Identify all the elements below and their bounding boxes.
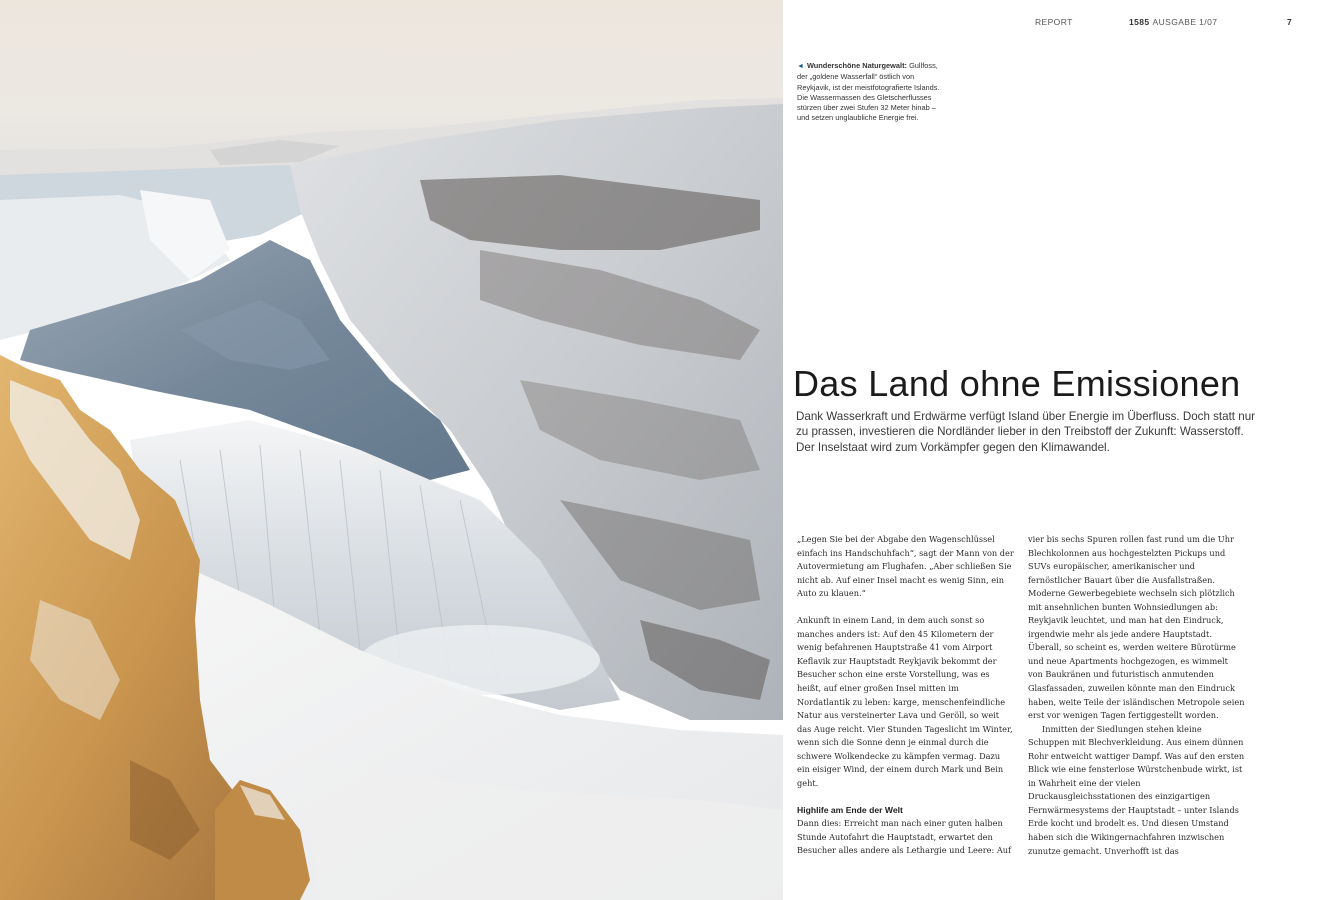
issue-text: AUSGABE 1/07 xyxy=(1152,17,1218,27)
text-column-1 xyxy=(797,533,1014,858)
caption-text: Gullfoss, der „goldene Wasserfall“ östlich von Reykjavik, ist der meistfotografierte Islands. Die Wassermassen des Gletscherflusses stürzen über zwei Stufen 32 Meter hinab – und setzen unglaubliche Energie frei. xyxy=(797,61,940,123)
paragraph: vier bis sechs Spuren rollen fast rund um die Uhr Blechkolonnen aus hochgestelzten Pickups und SUVs europäischer, amerikanischer und fernöstlicher Bauart über die Ausfallstraßen. Moderne Gewerbegebiete wechseln sich plötzlich mit ansehnlichen bunten Wohnsiedlungen ab: Reykjavik leuchtet, und man hat den Eindruck, irgendwie mehr als jede andere Hauptstadt. Überall, so scheint es, werden weitere Bürotürme und neue Apartments hochgezogen, es wimmelt von Baukränen und futuristisch anmutenden Glasfassaden, zuweilen könnte man den Eindruck haben, weite Teile der isländischen Metropole seien erst vor wenigen Tagen fertiggestellt worden. xyxy=(1028,534,1245,721)
paragraph: Inmitten der Siedlungen stehen kleine Schuppen mit Blechverkleidung. Aus einem dünnen Rohr entweicht wattiger Dampf. Was auf den ersten Blick wie eine fensterlose Würstchenbude wirkt, ist in Wahrheit eine der vielen Druckausgleichsstationen des einzigartigen Fernwärmesystems der Hauptstadt – unter Islands Erde kocht und brodelt es. Und diesen Umstand haben sich die Wikingernachfahren inzwischen zunutze gemacht. Unverhofft ist das xyxy=(1028,723,1245,856)
caption-heading: Wunderschöne Naturgewalt: xyxy=(806,61,907,70)
article-headline: Das Land ohne Emissionen xyxy=(793,363,1241,404)
article-dek: Dank Wasserkraft und Erdwärme verfügt Island über Energie im Überfluss. Doch statt nur zu prassen, investieren die Nordländer lieber in den Treibstoff der Zukunft: Wasserstoff. Der Inselstaat wird zum Vorkämpfer gegen den Klimawandel. xyxy=(796,410,1256,454)
photo-caption xyxy=(797,61,945,124)
section-label: REPORT xyxy=(1035,17,1073,27)
paragraph: Dann dies: Erreicht man nach einer guten halben Stunde Autofahrt die Hauptstadt, erwartet den Besucher alles andere als Lethargie und Leere: Auf xyxy=(797,818,1012,856)
subhead: Highlife am Ende der Welt xyxy=(797,804,903,815)
running-head xyxy=(783,17,1320,31)
page-number: 7 xyxy=(1287,17,1293,27)
article-page xyxy=(783,0,1320,900)
issue-label xyxy=(1129,17,1217,27)
paragraph: Ankunft in einem Land, in dem auch sonst so manches anders ist: Auf den 45 Kilometern der wenig befahrenen Hauptstraße 41 vom Airport Keflavik zur Hauptstadt Reykjavik bekommt der Besucher schon eine erste Vorstellung, was es heißt, auf einer großen Insel mitten im Nordatlantik zu leben: karge, menschenfeindliche Natur aus versteinerter Lava und Geröll, so weit das Auge reicht. Vier Stunden Tageslicht im Winter, wenn sich die Sonne denn je einmal durch die schwere Wolkendecke zu kämpfen vermag. Dazu ein eisiger Wind, der einem durch Mark und Bein geht. xyxy=(797,615,1013,788)
text-column-2 xyxy=(1028,533,1245,858)
caption-arrow-icon: ◄ xyxy=(797,63,804,70)
paragraph: „Legen Sie bei der Abgabe den Wagenschlüssel einfach ins Handschuhfach“, sagt der Mann von der Autovermietung am Flughafen. „Aber schließen Sie nicht ab. Auf einer Insel macht es wenig Sinn, ein Auto zu klauen.“ xyxy=(797,534,1014,599)
issue-number: 1585 xyxy=(1129,17,1150,27)
